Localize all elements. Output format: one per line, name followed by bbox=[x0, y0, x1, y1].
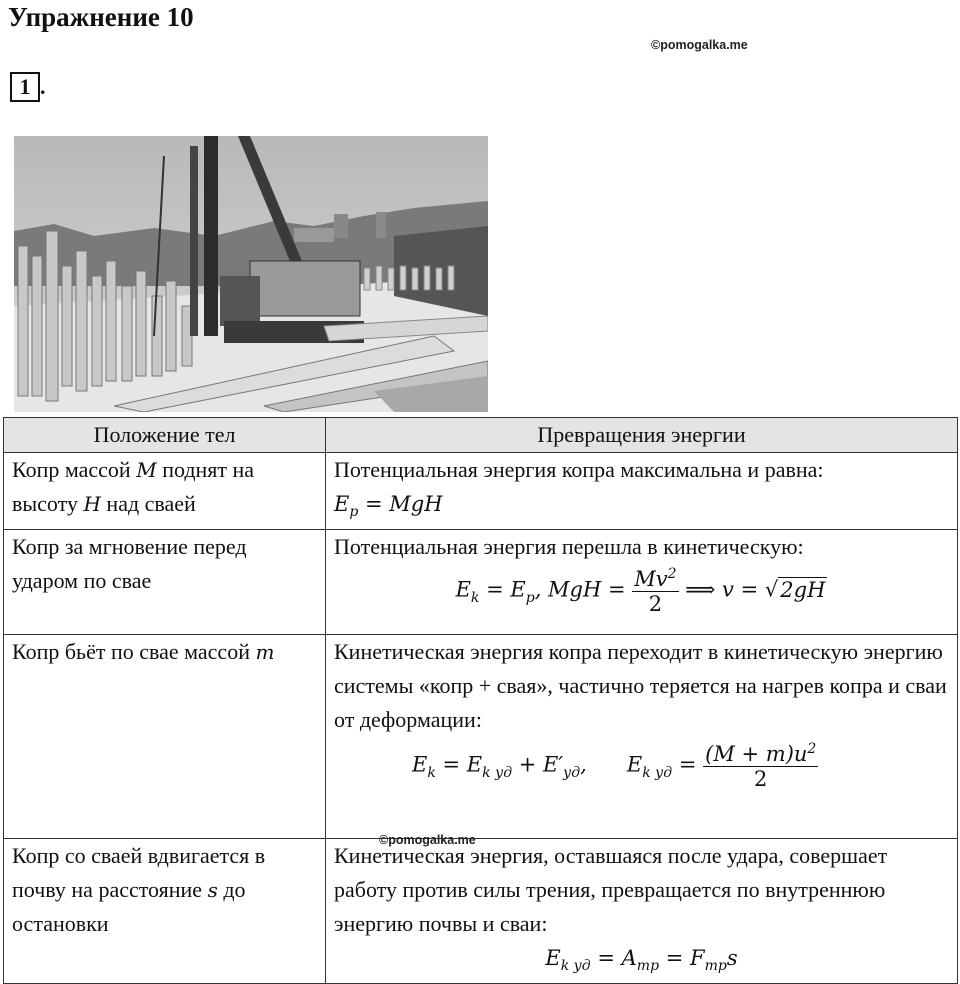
table-row bbox=[4, 839, 958, 984]
pile-driver-photo bbox=[14, 136, 488, 412]
watermark-middle: ©pomogalka.me bbox=[379, 833, 476, 848]
cell-position: Копр за мгновение перед ударом по свае bbox=[4, 530, 326, 635]
formula-friction: $E_{k уд} = A_{тр} = F_{тр}s$ bbox=[545, 946, 738, 975]
table-header-row bbox=[4, 418, 958, 453]
cell-energy: Кинетическая энергия, оставшаяся после удара, совершает работу против силы трения, превращается по внутреннюю энергию почвы и сваи: $E_{k уд} = A_{тр} = F_{тр}s$ bbox=[326, 839, 958, 984]
table-row bbox=[4, 453, 958, 530]
header-position: Положение тел bbox=[4, 418, 326, 453]
cell-position: Копр массой M поднят на высоту H над сваей bbox=[4, 453, 326, 530]
cell-energy: Потенциальная энергия перешла в кинетическую: $E_k = E_p$, MgH = $\frac{Mv^2}{2}$ ⟹ v = √2gH bbox=[326, 530, 958, 635]
table-row bbox=[4, 635, 958, 839]
table-row bbox=[4, 530, 958, 635]
formula-kinetic: $E_k = E_p$, MgH = $\frac{Mv^2}{2}$ ⟹ v = √2gH bbox=[455, 566, 826, 617]
watermark-top: ©pomogalka.me bbox=[651, 38, 748, 52]
cell-position: Копр бьёт по свае массой m bbox=[4, 635, 326, 839]
cell-energy: Кинетическая энергия копра переходит в кинетическую энергию системы «копр + свая», частично теряется на нагрев копра и сваи от деформации: $E_k = E_{k уд} + E'_{уд}$, $E_{k уд}$ = $\frac{(M + m)u^2}{2}$ ©pomogalka.me bbox=[326, 635, 958, 839]
cell-position: Копр со сваей вдвигается в почву на расстояние s до остановки bbox=[4, 839, 326, 984]
exercise-number: 1 bbox=[10, 72, 40, 102]
formula-potential: $E_p$ = MgH bbox=[334, 492, 443, 521]
exercise-number-dot: . bbox=[40, 74, 46, 99]
formula-impact: $E_k = E_{k уд} + E'_{уд}$, $E_{k уд}$ = $\frac{(M + m)u^2}{2}$ bbox=[412, 741, 817, 792]
energy-table bbox=[3, 417, 958, 984]
page-title: Упражнение 10 bbox=[8, 2, 194, 32]
header-energy: Превращения энергии bbox=[326, 418, 958, 453]
cell-energy: Потенциальная энергия копра максимальна и равна: $E_p$ = MgH bbox=[326, 453, 958, 530]
